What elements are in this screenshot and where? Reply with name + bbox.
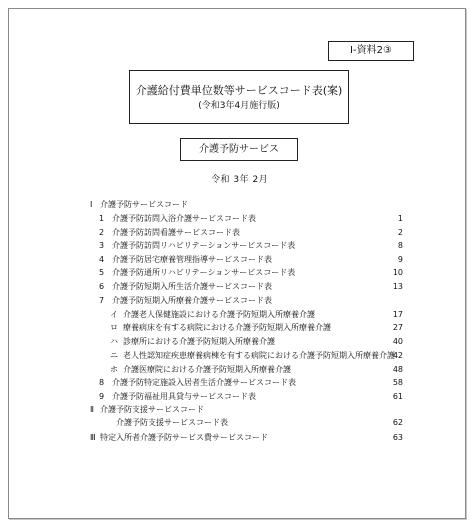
toc-entry-label: 介護予防通所リハビリテーションサービスコード表 xyxy=(112,268,296,277)
document-subtitle: (令和3年4月施行版) xyxy=(198,101,280,111)
toc-number: 7 xyxy=(99,296,105,305)
toc-page-number: 42 xyxy=(392,351,403,360)
toc-number: ホ xyxy=(110,365,118,374)
toc-number: 4 xyxy=(99,255,105,264)
toc-page-number: 48 xyxy=(392,365,403,374)
toc-entry-label: 介護予防福祉用具貸与サービスコード表 xyxy=(112,392,256,401)
toc-page-number: 61 xyxy=(392,392,403,401)
toc-page-number: 13 xyxy=(392,282,403,291)
document-title: 介護給付費単位数等サービスコード表(案) xyxy=(135,84,343,97)
toc-number: ロ xyxy=(110,323,118,332)
toc-page-number: 17 xyxy=(392,310,403,319)
toc-number: Ⅱ xyxy=(90,405,94,414)
toc-page-number: 8 xyxy=(397,241,403,250)
toc-entry-label: 介護老人保健施設における介護予防短期入所療養介護 xyxy=(123,310,315,319)
toc-number: 6 xyxy=(99,282,105,291)
toc-number: 8 xyxy=(99,378,105,387)
toc-entry-label: 介護予防支援サービスコード表 xyxy=(116,418,228,427)
toc-number: ハ xyxy=(110,337,118,346)
toc-page-number: 2 xyxy=(397,228,403,237)
toc-entry-label: 介護予防訪問入浴介護サービスコード表 xyxy=(112,214,256,223)
toc-page-number: 40 xyxy=(392,337,403,346)
toc-entry-label: 特定入所者介護予防サービス費サービスコード xyxy=(100,433,268,442)
toc-entry-label: 療養病床を有する病院における介護予防短期入所療養介護 xyxy=(123,323,331,332)
toc-page-number: 9 xyxy=(397,255,403,264)
toc-number: Ⅲ xyxy=(90,433,96,442)
toc-number: イ xyxy=(110,310,118,319)
toc-entry-label: 介護予防サービスコード xyxy=(100,200,188,209)
section-label: 介護予防サービス xyxy=(199,144,279,155)
toc-number: ニ xyxy=(110,351,118,360)
toc-page-number: 58 xyxy=(392,378,403,387)
document-reference: Ⅰ-資料2③ xyxy=(350,45,392,56)
toc-entry-label: 介護予防訪問看護サービスコード表 xyxy=(112,228,240,237)
toc-number: 3 xyxy=(99,241,105,250)
toc-page-number: 10 xyxy=(392,268,403,277)
toc-number: 5 xyxy=(99,268,105,277)
toc-entry-label: 介護医療院における介護予防短期入所療養介護 xyxy=(123,365,291,374)
toc-entry-label: 介護予防特定施設入居者生活介護サービスコード表 xyxy=(112,378,296,387)
toc-entry-label: 老人性認知症疾患療養病棟を有する病院における介護予防短期入所療養介護 xyxy=(123,351,395,360)
toc-number: Ⅰ xyxy=(90,200,93,209)
toc-number: 2 xyxy=(99,228,105,237)
toc-page-number: 1 xyxy=(397,214,403,223)
toc-entry-label: 介護予防訪問リハビリテーションサービスコード表 xyxy=(112,241,296,250)
toc-page-number: 27 xyxy=(392,323,403,332)
toc-number: 1 xyxy=(99,214,105,223)
toc-page-number: 62 xyxy=(392,418,403,427)
document-date: 令和 3年 2月 xyxy=(211,175,269,185)
toc-page-number: 63 xyxy=(392,433,403,442)
toc-entry-label: 介護予防居宅療養管理指導サービスコード表 xyxy=(112,255,272,264)
toc-entry-label: 診療所における介護予防短期入所療養介護 xyxy=(123,337,275,346)
toc-entry-label: 介護予防短期入所生活介護サービスコード表 xyxy=(112,282,272,291)
toc-entry-label: 介護予防支援サービスコード xyxy=(100,405,204,414)
toc-number: 9 xyxy=(99,392,105,401)
toc-entry-label: 介護予防短期入所療養介護サービスコード表 xyxy=(112,296,272,305)
